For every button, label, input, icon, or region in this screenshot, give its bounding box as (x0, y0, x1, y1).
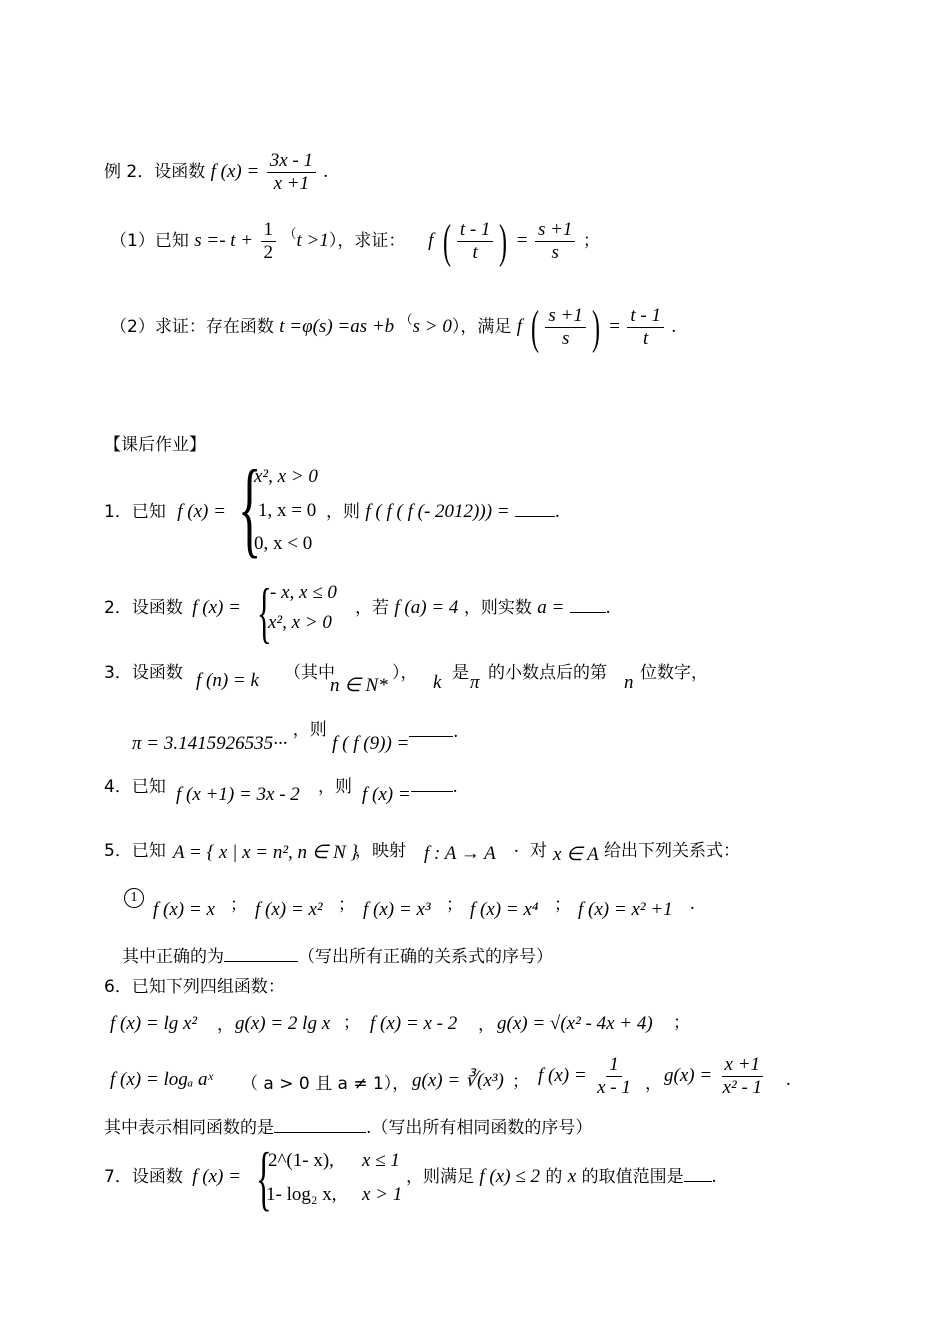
question-1: 1．已知 f (x) = (104, 501, 226, 522)
fraction-x+1-over-x2-1: $\frac{x +1}{\text{x² - 1}}$ (722, 1054, 763, 1098)
answer-blank (684, 1167, 712, 1182)
answer-blank (411, 777, 453, 792)
fraction-1-over-x-1: $\frac{1}{x - 1}$ (597, 1054, 631, 1098)
question-2: 2．设函数 f (x) = (104, 597, 241, 618)
fraction-s+1-over-s: $\frac{s +1}{s}$ (535, 219, 575, 264)
answer-blank (570, 598, 606, 613)
part-2-label: （2）求证：存在函数 (110, 317, 274, 337)
answer-blank (274, 1118, 366, 1133)
fraction-t-1-over-t: $\frac{t - 1}{t}$ (457, 219, 494, 264)
example-2: 例 2．设函数 f (x) = $\frac{3x - 1}{x +1}$ . (104, 150, 329, 194)
fraction-t-1-over-t: $\frac{t - 1}{t}$ (627, 305, 664, 350)
answer-blank (515, 502, 555, 517)
example-2-label: 例 2．设函数 (104, 162, 206, 182)
function-f: f (x) = (210, 161, 260, 182)
answer-blank (409, 722, 453, 737)
homework-title: 【课后作业】 (104, 435, 206, 455)
part-1-label: （1）已知 (110, 231, 189, 251)
question-7: 7．设函数 f (x) = (104, 1166, 241, 1187)
question-3: 3．设函数 (104, 663, 183, 683)
fraction-half: $\frac{1}{2}$ (261, 219, 277, 264)
question-4: 4．已知 (104, 777, 166, 797)
fraction-3x-1-over-x+1: $\frac{3x - 1}{x +1}$ (267, 150, 316, 195)
answer-blank (224, 947, 298, 962)
part-2: （2）求证：存在函数 t =φ(s) =as +b （s > 0），满足 f ( $\frac{s +1}{s}$ ) = $\frac{t - 1}{t}$ . (110, 301, 677, 354)
circled-number: 1 (124, 888, 144, 908)
fraction-s+1-over-s: $\frac{s +1}{s}$ (545, 305, 585, 350)
question-6: 6．已知下列四组函数： (104, 977, 285, 997)
set-A: A = { x | x = n², n ∈ N } (173, 842, 359, 863)
question-5: 5．已知 (104, 841, 166, 861)
part-1: （1）已知 s =- t + $\frac{1}{2}$ （t >1），求证： f ( $\frac{t - 1}{t}$ ) = $\frac{s +1}{s}$ ； (110, 215, 600, 268)
